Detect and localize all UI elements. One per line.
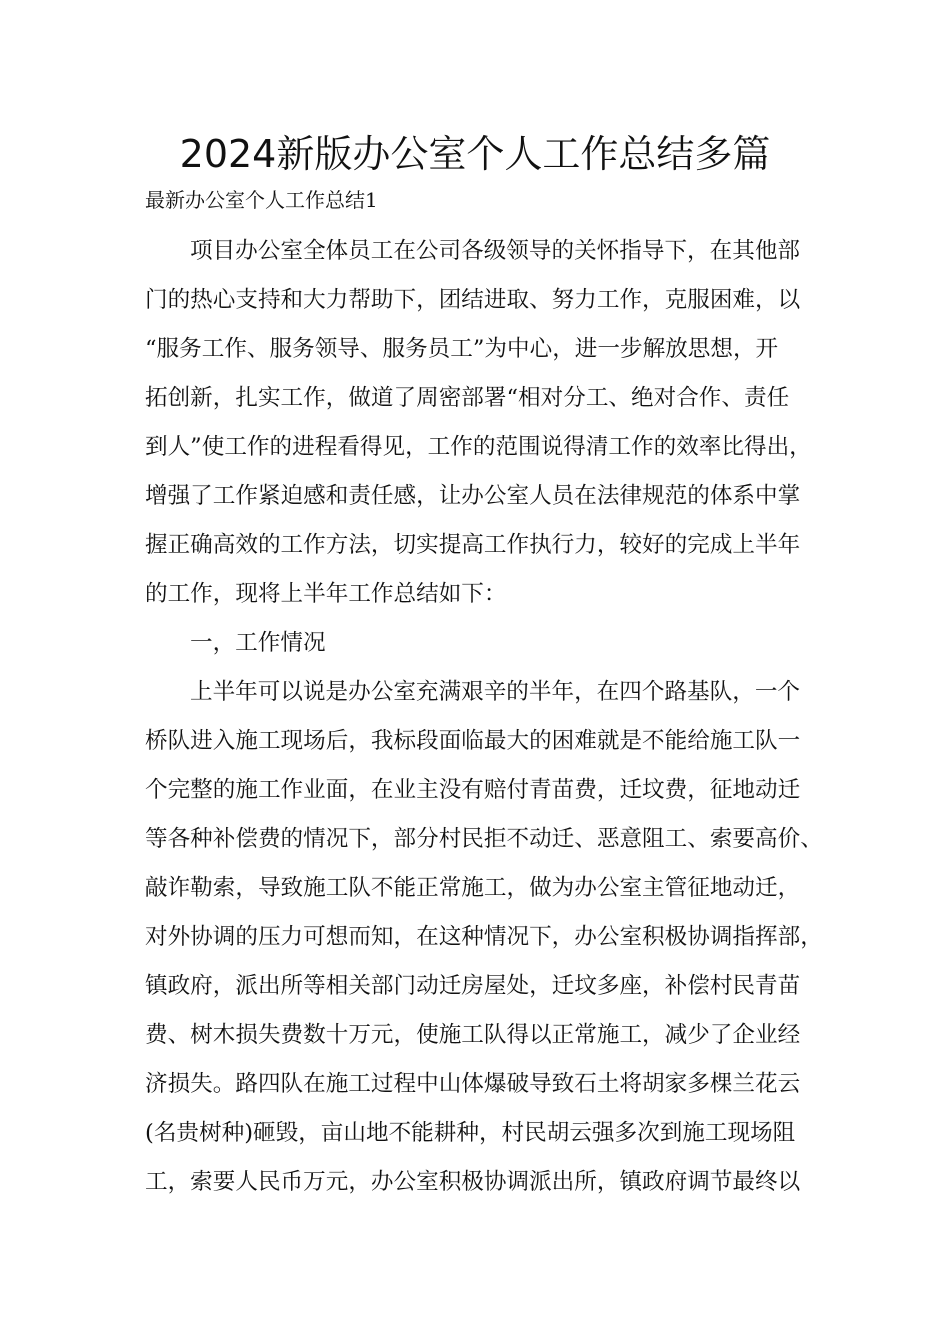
paragraph-line: “服务工作、服务领导、服务员工”为中心，进一步解放思想，开	[145, 336, 779, 362]
paragraph-line: 费、树木损失费数十万元，使施工队得以正常施工，减少了企业经	[145, 1022, 801, 1048]
paragraph-line: 个完整的施工作业面，在业主没有赔付青苗费，迁坟费，征地动迁	[145, 777, 801, 803]
paragraph-line: 对外协调的压力可想而知，在这种情况下，办公室积极协调指挥部，	[145, 924, 823, 950]
paragraph-line: 敲诈勒索，导致施工队不能正常施工，做为办公室主管征地动迁，	[145, 875, 801, 901]
paragraph-line: 工，索要人民币万元，办公室积极协调派出所，镇政府调节最终以	[145, 1169, 801, 1195]
paragraph-line: 上半年可以说是办公室充满艰辛的半年，在四个路基队，一个	[190, 679, 801, 705]
paragraph-line: 济损失。路四队在施工过程中山体爆破导致石土将胡家多棵兰花云	[145, 1071, 801, 1097]
paragraph-line: 的工作，现将上半年工作总结如下：	[145, 581, 507, 607]
document-title: 2024新版办公室个人工作总结多篇	[179, 132, 771, 176]
paragraph-line: 增强了工作紧迫感和责任感，让办公室人员在法律规范的体系中掌	[145, 483, 801, 509]
paragraph-line: (名贵树种)砸毁，亩山地不能耕种，村民胡云强多次到施工现场阻	[145, 1120, 796, 1146]
section-heading: 一，工作情况	[190, 630, 326, 656]
paragraph-line: 桥队进入施工现场后，我标段面临最大的困难就是不能给施工队一	[145, 728, 801, 754]
paragraph-line: 项目办公室全体员工在公司各级领导的关怀指导下，在其他部	[190, 238, 801, 264]
paragraph-line: 门的热心支持和大力帮助下，团结进取、努力工作，克服困难，以	[145, 287, 801, 313]
paragraph-line: 到人”使工作的进程看得见，工作的范围说得清工作的效率比得出，	[145, 434, 812, 460]
paragraph-line: 等各种补偿费的情况下，部分村民拒不动迁、恶意阻工、索要高价、	[145, 826, 823, 852]
paragraph-line: 握正确高效的工作方法，切实提高工作执行力，较好的完成上半年	[145, 532, 801, 558]
paragraph-line: 拓创新，扎实工作，做道了周密部署“相对分工、绝对合作、责任	[145, 385, 790, 411]
section-subtitle: 最新办公室个人工作总结1	[145, 188, 378, 212]
paragraph-line: 镇政府，派出所等相关部门动迁房屋处，迁坟多座，补偿村民青苗	[145, 973, 801, 999]
